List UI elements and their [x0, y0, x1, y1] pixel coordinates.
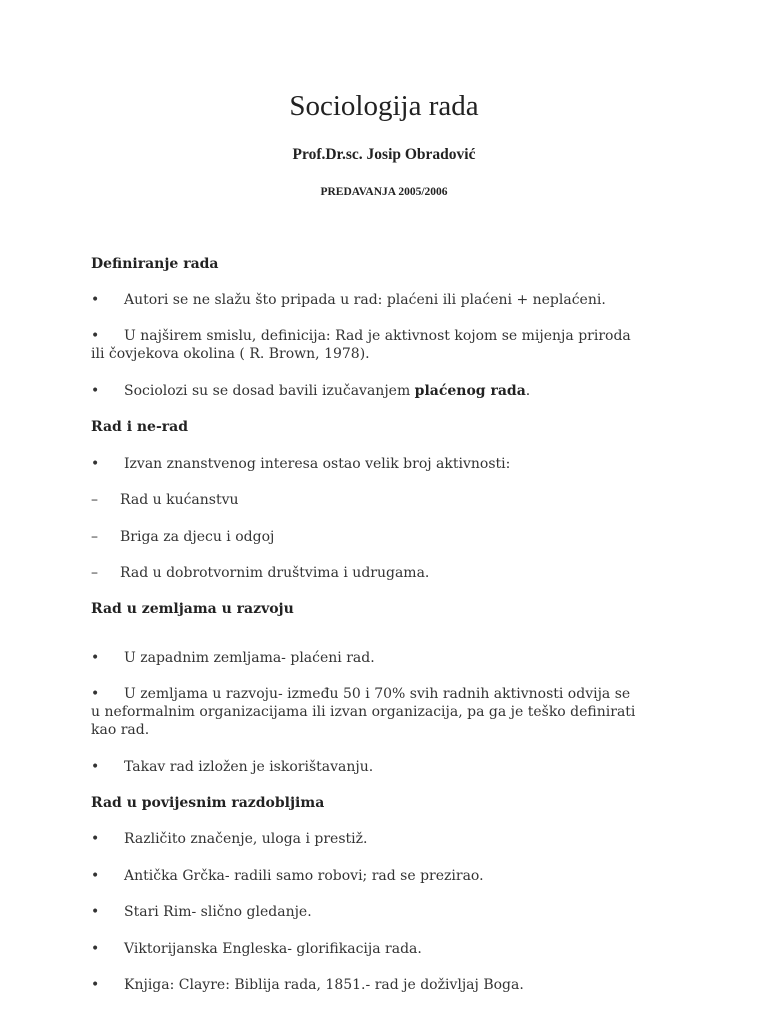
bullet-icon: •: [91, 650, 100, 666]
section-heading: Definiranje rada: [91, 256, 219, 272]
list-item-text: Antička Grčka- radili samo robovi; rad se prezirao.: [124, 868, 484, 884]
list-item-text: Rad u kućanstvu: [120, 492, 239, 508]
list-item-text: Različito značenje, uloga i prestiž.: [124, 831, 368, 847]
list-item-text: Briga za djecu i odgoj: [120, 529, 275, 545]
list-item: [91, 758, 691, 776]
list-item-text: Takav rad izložen je iskorištavanju.: [124, 759, 374, 775]
list-item-text: Sociolozi su se dosad bavili izučavanjem: [124, 383, 415, 399]
bullet-icon: •: [91, 977, 100, 993]
list-item-text: U zapadnim zemljama- plaćeni rad.: [124, 650, 375, 666]
list-item-text: Izvan znanstvenog interesa ostao velik broj aktivnosti:: [124, 456, 511, 472]
list-item: [91, 291, 691, 309]
list-item-continuation: u neformalnim organizacijama ili izvan organizacija, pa ga je teško definirati: [91, 704, 636, 720]
bullet-icon: •: [91, 759, 100, 775]
document-subtitle: PREDAVANJA 2005/2006: [320, 186, 448, 198]
bullet-icon: •: [91, 941, 100, 957]
bullet-icon: •: [91, 831, 100, 847]
list-item: [91, 830, 691, 848]
list-item: [91, 903, 691, 921]
list-item-text: Stari Rim- slično gledanje.: [124, 904, 312, 920]
bullet-icon: •: [91, 383, 100, 399]
list-item-text: Autori se ne slažu što pripada u rad: plaćeni ili plaćeni + neplaćeni.: [124, 292, 606, 308]
list-item-continuation: ili čovjekova okolina ( R. Brown, 1978).: [91, 346, 370, 362]
list-item: [91, 491, 691, 509]
section-heading: Rad u zemljama u razvoju: [91, 601, 294, 617]
list-item: [91, 685, 691, 703]
bullet-icon: •: [91, 292, 100, 308]
list-item-bold-text: plaćenog rada: [414, 383, 526, 399]
list-item: [91, 867, 691, 885]
list-item-continuation: kao rad.: [91, 722, 150, 738]
list-item: [91, 976, 691, 994]
document-title: Sociologija rada: [289, 90, 479, 122]
list-item: [91, 564, 691, 582]
bullet-icon: •: [91, 904, 100, 920]
list-item: [91, 327, 691, 345]
list-item: [91, 649, 691, 667]
section-heading: Rad i ne-rad: [91, 419, 189, 435]
document-author: Prof.Dr.sc. Josip Obradović: [292, 146, 476, 163]
list-item: [91, 940, 691, 958]
list-item-text: Viktorijanska Engleska- glorifikacija rada.: [124, 941, 422, 957]
list-item-text: Rad u dobrotvornim društvima i udrugama.: [120, 565, 430, 581]
dash-icon: –: [91, 565, 98, 581]
bullet-icon: •: [91, 456, 100, 472]
list-item: [91, 382, 691, 400]
bullet-icon: •: [91, 868, 100, 884]
list-item: [91, 528, 691, 546]
dash-icon: –: [91, 529, 98, 545]
list-item-text: U najširem smislu, definicija: Rad je aktivnost kojom se mijenja priroda: [124, 328, 631, 344]
list-item-tail: .: [525, 383, 531, 399]
list-item-text: Knjiga: Clayre: Biblija rada, 1851.- rad je doživljaj Boga.: [124, 977, 524, 993]
list-item-text: U zemljama u razvoju- između 50 i 70% svih radnih aktivnosti odvija se: [124, 686, 631, 702]
section-heading: Rad u povijesnim razdobljima: [91, 795, 325, 811]
list-item: [91, 455, 691, 473]
dash-icon: –: [91, 492, 98, 508]
bullet-icon: •: [91, 686, 100, 702]
bullet-icon: •: [91, 328, 100, 344]
